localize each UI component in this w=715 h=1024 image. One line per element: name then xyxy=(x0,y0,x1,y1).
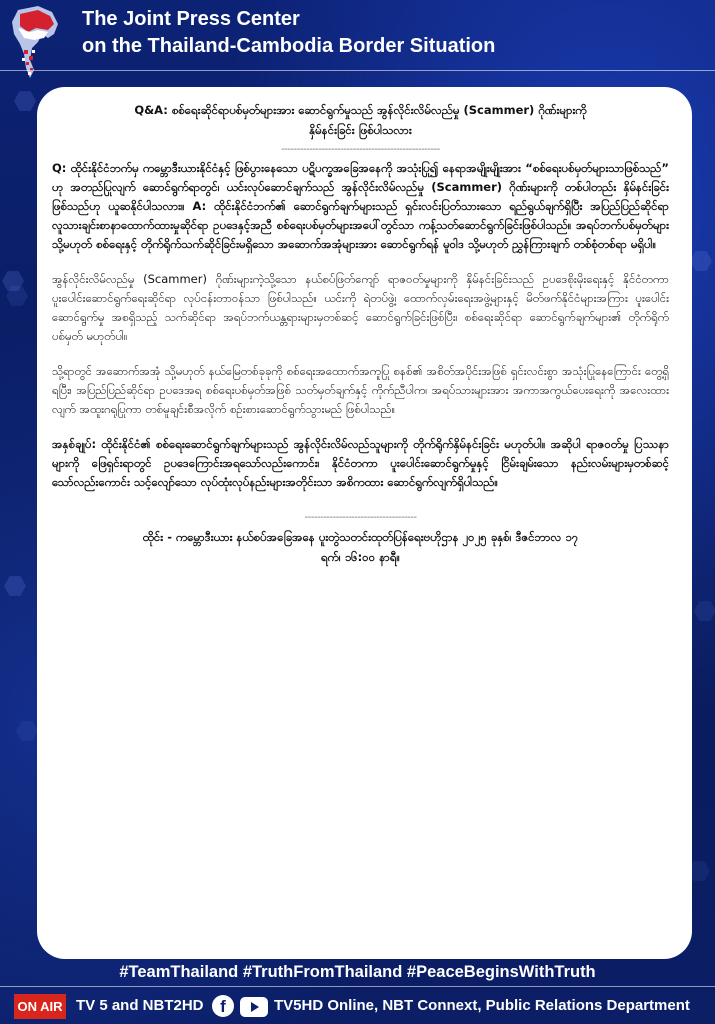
qa-title-line2: နှိမ်နင်းခြင်း ဖြစ်ပါသလား xyxy=(309,123,412,137)
footer-divider xyxy=(0,986,715,987)
background-hexagon xyxy=(14,90,36,112)
divider: --------------------------------------------------- xyxy=(281,144,440,155)
hashtags: #TeamThailand #TruthFromThailand #PeaceBeginsWithTruth xyxy=(119,963,596,981)
source-line1: ထိုင်း - ကမ္ဘောဒီးယား နယ်စပ်အခြေအနေ ပူးတွဲသတင်းထုတ်ပြန်ရေးဗဟိုဌာန ၂၀၂၅ ခုနှစ်၊ ဒီဇင်ဘာလ ၁၇ xyxy=(142,530,579,544)
source-line2: ရက်၊ ၁၆:၀၀ နာရီ။ xyxy=(321,550,400,564)
onair-badge: ON AIR xyxy=(14,994,66,1019)
qa-title-line1: Q&A: စစ်ရေးဆိုင်ရာပစ်မှတ်များအား ဆောင်ရွက်မှုသည် အွန်လိုင်းလိမ်လည်မှု (Scammer) ဂိုဏ်းများကို xyxy=(134,103,587,117)
background-hexagon xyxy=(694,600,715,622)
background-hexagon xyxy=(690,250,712,272)
divider-2: ------------------------------------ xyxy=(304,512,417,523)
header-title-line2: on the Thailand-Cambodia Border Situation xyxy=(82,35,496,57)
header-divider xyxy=(0,70,715,71)
online-channels: TV5HD Online, NBT Connext, Public Relations Department xyxy=(274,997,690,1014)
background-hexagon xyxy=(4,575,26,597)
document-body xyxy=(52,100,669,567)
header xyxy=(0,0,715,72)
paragraph-qa: Q: ထိုင်းနိုင်ငံဘက်မှ ကမ္ဘောဒီးယားနိုင်ငံနှင့် ဖြစ်ပွားနေသော ပဋိပက္ခအခြေအနေကို အသုံးပြု၍ နေရာအမျိုးမျိုးအား “စစ်ရေးပစ်မှတ်များသာဖြစ်သည်” ဟု အတည်ပြုလျက် ဆောင်ရွက်ရာတွင်၊ ယင်းလုပ်ဆောင်ချက်သည် အွန်လိုင်းလိမ်လည်မှု (Scammer) ဂိုဏ်းများကို တစ်ပါတည်း နှိမ်နင်းခြင်းဖြစ်သည်ဟု ယူဆနိုင်ပါသလား။ A: ထိုင်းနိုင်ငံဘက်၏ ဆောင်ရွက်ချက်များသည် ရှင်းလင်းပြတ်သားသော ရည်ရွယ်ချက်ရှိပြီး အပြည်ပြည်ဆိုင်ရာ လူသားချင်းစာနာထောက်ထားမှုဆိုင်ရာ ဥပဒေနှင့်အညီ စစ်ရေးပစ်မှတ်များအပေါ်တွင်သာ ကန့်သတ်ဆောင်ရွက်ခြင်းဖြစ်ပါသည်။ အရပ်ဘက်ပစ်မှတ်များ သို့မဟုတ် စစ်ရေးနှင့် တိုက်ရိုက်သက်ဆိုင်ခြင်းမရှိသော အဆောက်အအုံများအား ဆောင်ရွက်ရန် မူဝါဒ သို့မဟုတ် ညွှန်ကြားချက် တစ်စုံတစ်ရာ မရှိပါ။ xyxy=(52,161,669,251)
paragraph-2: အွန်လိုင်းလိမ်လည်မှု (Scammer) ဂိုဏ်းများကဲ့သို့သော နယ်စပ်ဖြတ်ကျော် ရာဇဝတ်မှုများကို နှိမ်နင်းခြင်းသည် ဥပဒေစိုးမိုးရေးနှင့် နိုင်ငံတကာ ပူးပေါင်းဆောင်ရွက်ရေးဆိုင်ရာ လုပ်ငန်းတာဝန်သာ ဖြစ်ပါသည်။ ယင်းကို ရဲတပ်ဖွဲ့၊ ထောက်လှမ်းရေးအဖွဲ့များနှင့် မိတ်ဖက်နိုင်ငံများအကြား ပူးပေါင်းဆောင်ရွက်မှု အစရှိသည့် သက်ဆိုင်ရာ အရပ်ဘက်ယန္တရားများမှတစ်ဆင့် ဆောင်ရွက်ခြင်းဖြစ်ပြီး၊ စစ်ရေးဆိုင်ရာ ဆောင်ရွက်ချက်များ၏ တိုက်ရိုက်ပစ်မှတ် မဟုတ်ပါ။ xyxy=(52,272,669,343)
paragraph-summary: အနှစ်ချုပ်: ထိုင်းနိုင်ငံ၏ စစ်ရေးဆောင်ရွက်ချက်များသည် အွန်လိုင်းလိမ်လည်သူများကို တိုက်ရိုက်နှိမ်နင်းခြင်း မဟုတ်ပါ။ အဆိုပါ ရာဇဝတ်မှု ပြဿနာများကို ဖြေရှင်းရာတွင် ဥပဒေကြောင်းအရသော်လည်းကောင်း၊ နိုင်ငံတကာ ပူးပေါင်းဆောင်ရွက်မှုနှင့် ငြိမ်းချမ်းသော နည်းလမ်းများမှတစ်ဆင့်သော်လည်းကောင်း သင့်လျော်သော လုပ်ထုံးလုပ်နည်းများအတိုင်းသာ အစိကထား ဆောင်ရွက်လျက်ရှိပါသည်။ xyxy=(52,437,669,489)
facebook-icon[interactable]: f xyxy=(212,995,234,1017)
background-hexagon xyxy=(16,720,38,742)
youtube-icon[interactable] xyxy=(240,997,268,1017)
broadcast-channels: TV 5 and NBT2HD xyxy=(76,997,204,1014)
header-title-line1: The Joint Press Center xyxy=(82,8,300,30)
paragraph-3: သို့ရာတွင် အဆောက်အအုံ သို့မဟုတ် နယ်မြေတစ်ခုခုကို စစ်ရေးအထောက်အကူပြု စနစ်၏ အစိတ်အပိုင်းအဖြစ် ရှင်းလင်းစွာ အသုံးပြုနေကြောင်း တွေ့ရှိရပြီး၊ အပြည်ပြည်ဆိုင်ရာ ဥပဒေအရ စစ်ရေးပစ်မှတ်အဖြစ် သတ်မှတ်ချက်နှင့် ကိုက်ညီပါက၊ အရပ်သားများအား အကာအကွယ်ပေးရေးကို အလေးထားလျက် အထူးဂရုပြုကာ တစ်မူချင်းစီအလိုက် စဉ်းစားဆောင်ရွက်သွားမည် ဖြစ်ပါသည်။ xyxy=(52,364,669,416)
